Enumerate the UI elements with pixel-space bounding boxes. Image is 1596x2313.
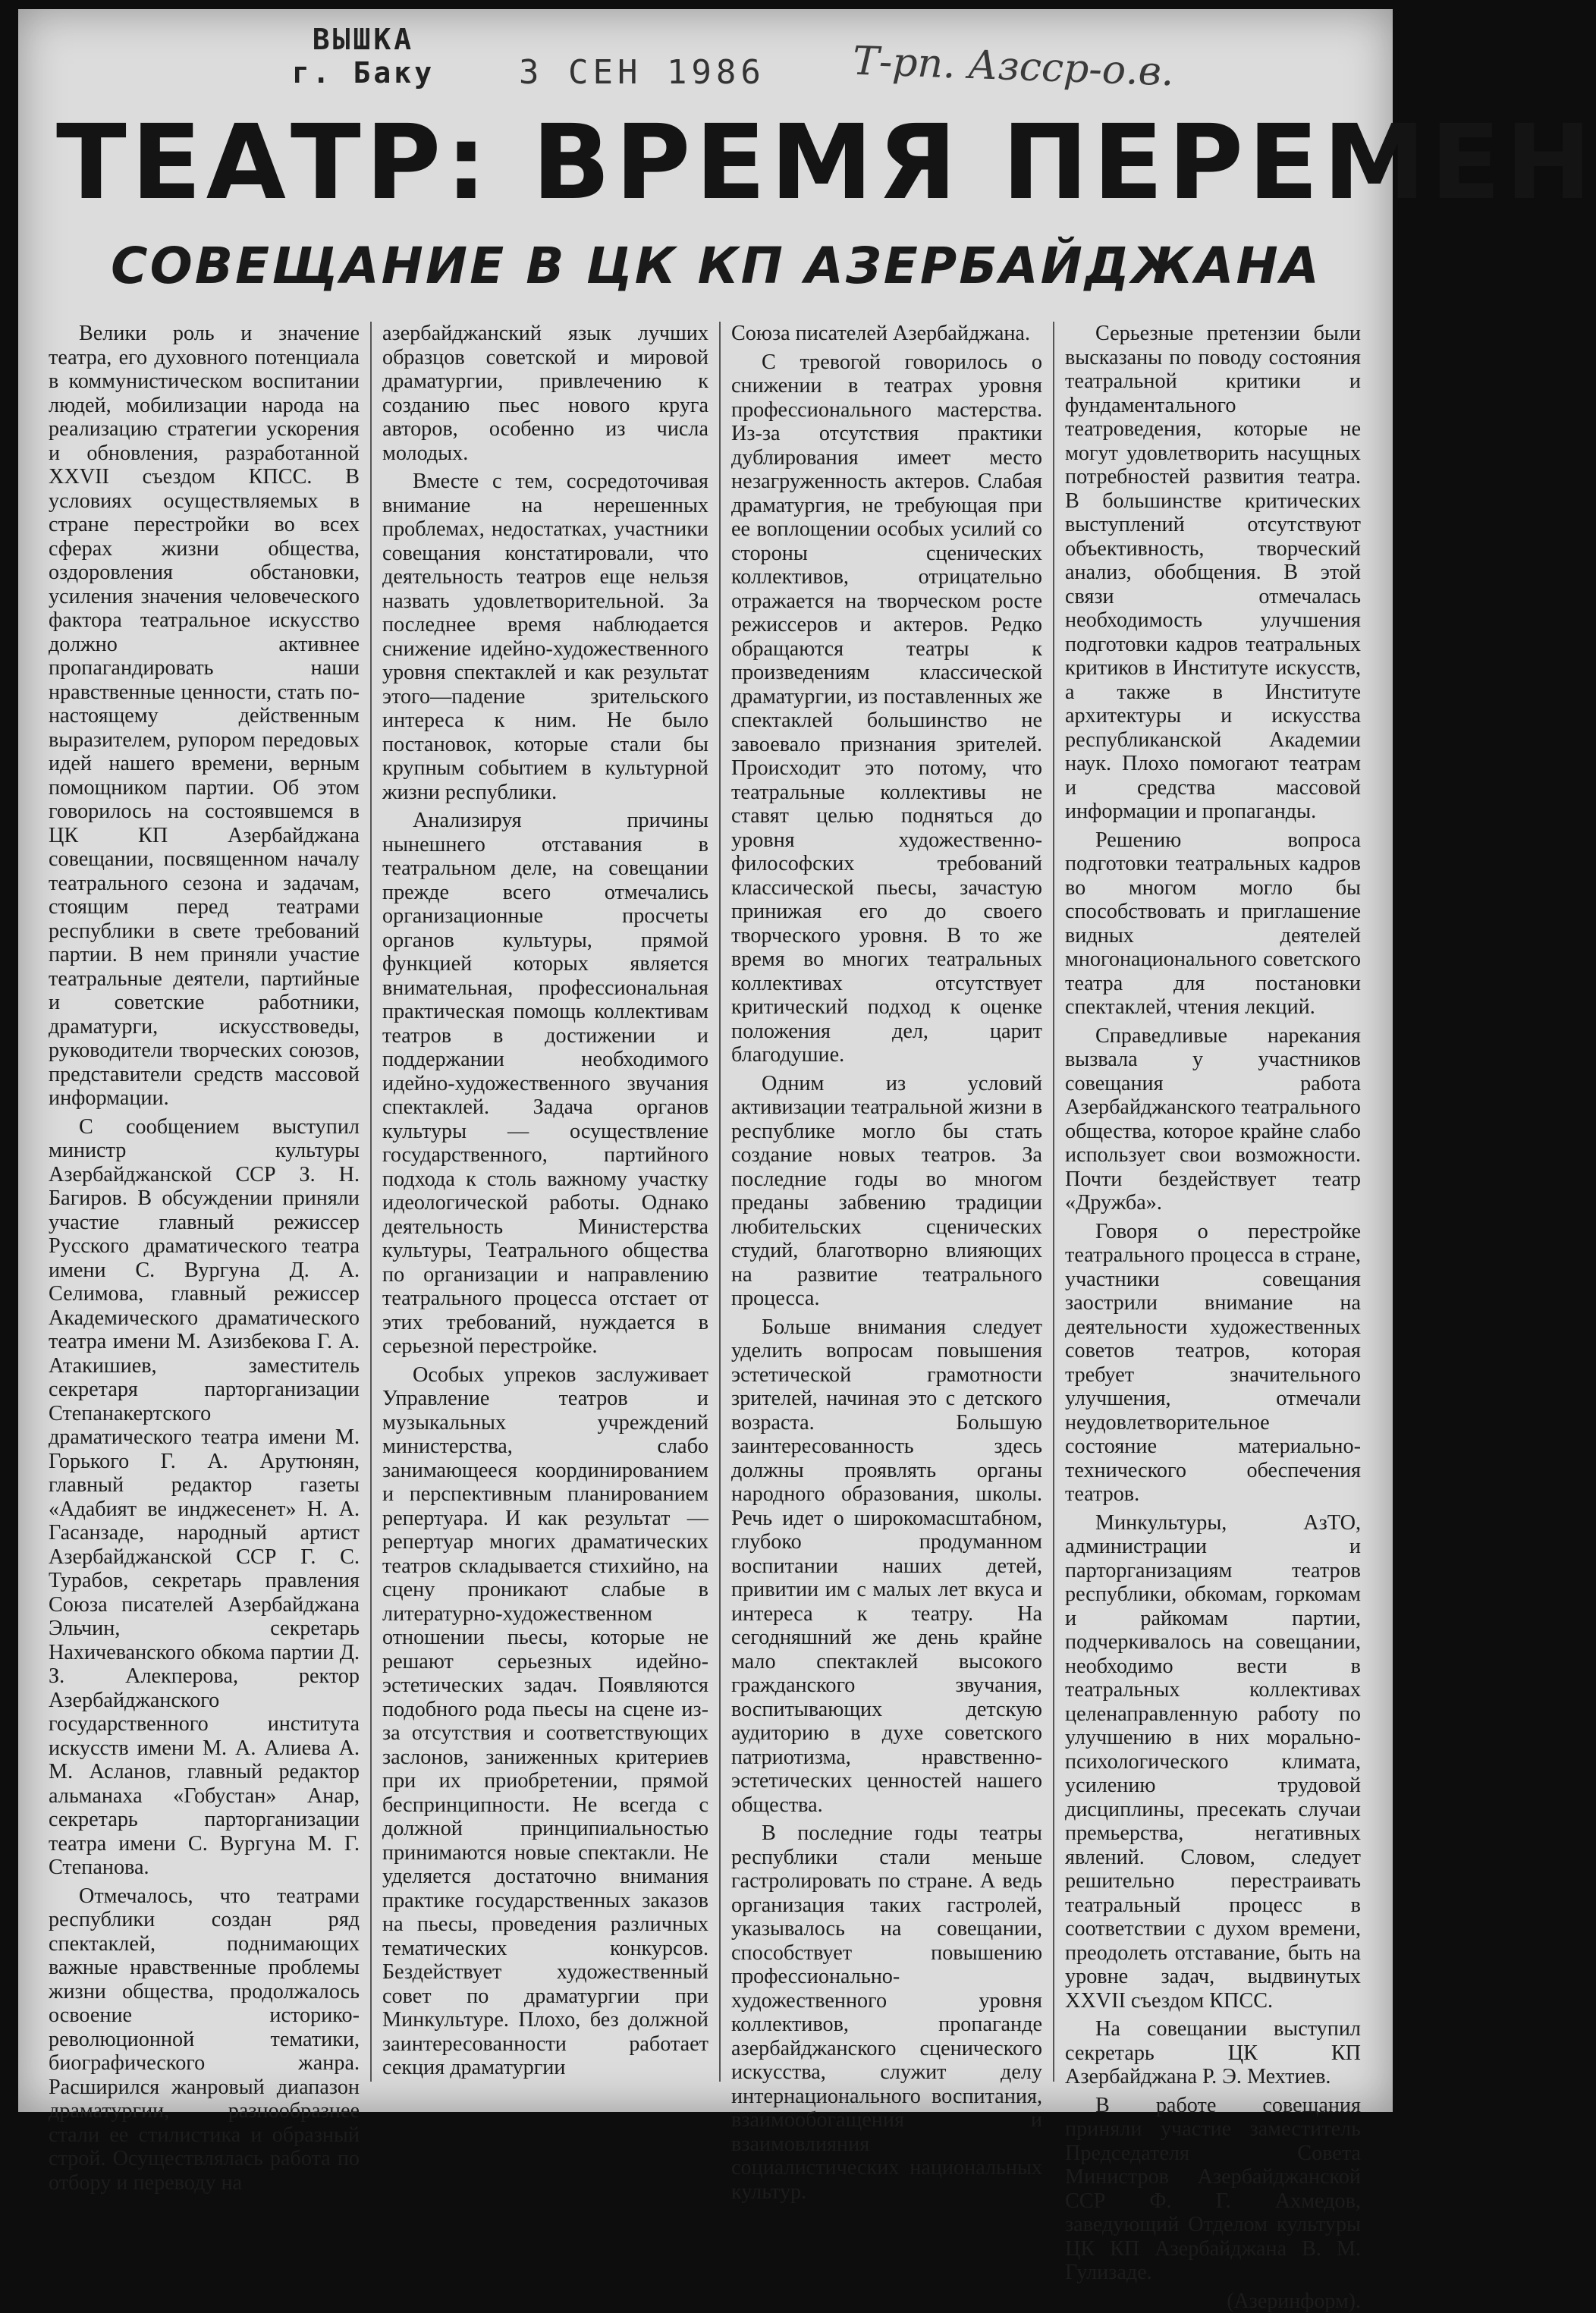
article-subheadline: СОВЕЩАНИЕ В ЦК КП АЗЕРБАЙДЖАНА — [79, 237, 1353, 295]
news-agency-credit: (Азеринформ). — [1065, 2289, 1361, 2313]
paragraph: азербайджанский язык лучших образцов советской и мировой драматургии, привлечению к созданию пьес нового круга авторов, особенно из числа молодых. — [382, 322, 708, 465]
column-divider — [719, 322, 721, 2082]
paragraph: Минкультуры, АзТО, администрации и парторганизациям театров республики, обкомам, горкомам и райкомам партии, подчеркивалось на совещании, необходимо вести в театральных коллективах целенаправленную работу по улучшению в них морально-психологического климата, усилению трудовой дисциплины, пресекать случаи премьерства, негативных явлений. Словом, следует решительно перестраивать театральный процесс в соответствии с духом времени, преодолеть отставание, быть на уровне задач, выдвинутых XXVII съездом КПСС. — [1065, 1511, 1361, 2013]
paragraph: С сообщением выступил министр культуры Азербайджанской ССР З. Н. Багиров. В обсуждении приняли участие главный режиссер Русского драматического театра имени С. Вургуна Д. А. Селимова, главный режиссер Академического драматического театра имени М. Азизбекова Г. А. Атакишиев, заместитель секретаря парторганизации Степанакертского драматического театра имени М. Горького Г. А. Арутюнян, главный редактор газеты «Адабият ве инджесенет» Н. А. Гасанзаде, народный артист Азербайджанской ССР Г. С. Турабов, секретарь правления Союза писателей Азербайджана Эльчин, секретарь Нахичеванского обкома партии Д. З. Алекперова, ректор Азербайджанского государственного института искусств имени М. А. Алиева А. М. Асланов, главный редактор альманаха «Гобустан» Анар, секретарь парторганизации театра имени С. Вургуна М. Г. Степанова. — [49, 1115, 360, 1880]
column-4 — [1065, 322, 1361, 2082]
newspaper-name: ВЫШКА — [280, 23, 447, 56]
paragraph: Справедливые нарекания вызвала у участников совещания работа Азербайджанского театрального общества, которое крайне слабо использует свои возможности. Почти бездействует театр «Дружба». — [1065, 1024, 1361, 1215]
column-1 — [49, 322, 360, 2082]
article-headline: ТЕАТР: ВРЕМЯ ПЕРЕМЕН — [56, 106, 1376, 220]
paragraph: Союза писателей Азербайджана. — [731, 322, 1042, 346]
source-stamp — [280, 23, 447, 90]
paragraph: Серьезные претензии были высказаны по поводу состояния театральной критики и фундаментального театроведения, которые не могут удовлетворить насущных потребностей развития театра. В большинстве критических выступлений отсутствуют объективность, творческий анализ, обобщения. В этой связи отмечалась необходимость улучшения подготовки кадров театральных критиков в Институте искусств, а также в Институте архитектуры и искусства республиканской Академии наук. Плохо помогают театрам и средства массовой информации и пропаганды. — [1065, 322, 1361, 824]
column-3 — [731, 322, 1042, 2082]
paragraph: Решению вопроса подготовки театральных кадров во многом могло бы способствовать и приглашение видных деятелей многонационального советского театра для постановки спектаклей, чтения лекций. — [1065, 828, 1361, 1020]
column-divider — [370, 322, 372, 2082]
newspaper-clipping — [18, 9, 1393, 2112]
paragraph: С тревогой говорилось о снижении в театрах уровня профессионального мастерства. Из-за отсутствия практики дублирования имеет место незагруженность актеров. Слабая драматургия, не требующая при ее воплощении особых усилий со стороны сценических коллективов, отрицательно отражается на творческом росте режиссеров и актеров. Редко обращаются театры к произведениям классической драматургии, из поставленных же спектаклей большинство не завоевало признания зрителей. Происходит это потому, что театральные коллективы не ставят целью подняться до уровня художественно-философских требований классической пьесы, зачастую принижая его до своего творческого уровня. В то же время во многих театральных коллективах отсутствует критический подход к оценке положения дел, царит благодушие. — [731, 350, 1042, 1067]
column-2 — [382, 322, 708, 2082]
paragraph: В работе совещания приняли участие заместитель Председателя Совета Министров Азербайджанской ССР Ф. Г. Ахмедов, заведующий Отделом культуры ЦК КП Азербайджана В. М. Гулизаде. — [1065, 2094, 1361, 2285]
handwritten-note: Т-рп. Азсср-о.в. — [852, 39, 1174, 96]
paragraph: На совещании выступил секретарь ЦК КП Азербайджана Р. Э. Мехтиев. — [1065, 2017, 1361, 2089]
paragraph: Особых упреков заслуживает Управление театров и музыкальных учреждений министерства, слабо занимающееся координированием и перспективным планированием репертуара. И как результат — репертуар многих драматических театров складывается стихийно, на сцену проникают слабые в литературно-художественном отношении пьесы, которые не решают серьезных идейно-эстетических задач. Появляются подобного рода пьесы на сцене из-за отсутствия и соответствующих заслонов, заниженных критериев при их приобретении, прямой беспринципности. Не всегда с должной принципиальностью принимаются новые спектакли. Не уделяется достаточно внимания практике государственных заказов на пьесы, проведения различных тематических конкурсов. Бездействует художественный совет по драматургии при Минкультуре. Плохо, без должной заинтересованности работает секция драматургии — [382, 1363, 708, 2080]
article-body — [49, 322, 1361, 2082]
date-stamp: 3 СЕН 1986 — [519, 53, 765, 92]
paragraph: Говоря о перестройке театрального процесса в стране, участники совещания заострили внимание на деятельности художественных советов театров, которая требует значительного улучшения, отмечали неудовлетворительное состояние материально-технического обеспечения театров. — [1065, 1220, 1361, 1507]
paragraph: В последние годы театры республики стали меньше гастролировать по стране. А ведь организация таких гастролей, указывалось на совещании, способствует повышению профессионально-художественного уровня коллективов, пропаганде азербайджанского сценического искусства, служит делу интернационального воспитания, взаимообогащения и взаимовлияния социалистических национальных культур. — [731, 1821, 1042, 2204]
paragraph: Больше внимания следует уделить вопросам повышения эстетической грамотности зрителей, начиная это с детского возраста. Большую заинтересованность здесь должны проявлять органы народного образования, школы. Речь идет о широкомасштабном, глубоко продуманном воспитании наших детей, привитии им с малых лет вкуса и интереса к театру. На сегодняшний же день крайне мало спектаклей высокого гражданского звучания, воспитывающих детскую аудиторию в духе советского патриотизма, нравственно-эстетических ценностей нашего общества. — [731, 1315, 1042, 1818]
paragraph: Велики роль и значение театра, его духовного потенциала в коммунистическом воспитании людей, мобилизации народа на реализацию стратегии ускорения и обновления, разработанной XXVII съездом КПСС. В условиях осуществляемых в стране перестройки во всех сферах жизни общества, оздоровления обстановки, усиления значения человеческого фактора театральное искусство должно активнее пропагандировать наши нравственные ценности, стать по-настоящему действенным выразителем, рупором передовых идей нашего времени, верным помощником партии. Об этом говорилось на состоявшемся в ЦК КП Азербайджана совещании, посвященном началу театрального сезона и задачам, стоящим перед театрами республики в свете требований партии. В нем приняли участие театральные деятели, партийные и советские работники, драматурги, искусствоведы, руководители творческих союзов, представители средств массовой информации. — [49, 322, 360, 1111]
city-name: г. Баку — [280, 56, 447, 90]
paragraph: Анализируя причины нынешнего отставания в театральном деле, на совещании прежде всего отмечались организационные просчеты органов культуры, прямой функцией которых является внимательная, профессиональная практическая помощь коллективам театров в достижении и поддержании необходимого идейно-художественного звучания спектаклей. Задача органов культуры — осуществление государственного, партийного подхода к столь важному участку идеологической работы. Однако деятельность Министерства культуры, Театрального общества по организации и направлению театрального процесса отстает от этих требований, нуждается в серьезной перестройке. — [382, 809, 708, 1359]
paragraph: Вместе с тем, сосредоточивая внимание на нерешенных проблемах, недостатках, участники совещания констатировали, что деятельность театров еще нельзя назвать удовлетворительной. За последнее время наблюдается снижение идейно-художественного уровня спектаклей и как результат этого—падение зрительского интереса к ним. Не было постановок, которые стали бы крупным событием в культурной жизни республики. — [382, 470, 708, 804]
paragraph: Одним из условий активизации театральной жизни в республике могло бы стать создание новых театров. За последние годы во многом преданы забвению традиции любительских сценических студий, благотворно влияющих на развитие театрального процесса. — [731, 1072, 1042, 1311]
paragraph: Отмечалось, что театрами республики создан ряд спектаклей, поднимающих важные нравственные проблемы жизни общества, продолжалось освоение историко-революционной тематики, биографического жанра. Расширился жанровый диапазон драматургии, разнообразнее стали ее стилистика и образный строй. Осуществлялась работа по отбору и переводу на — [49, 1884, 360, 2195]
column-divider — [1053, 322, 1054, 2082]
